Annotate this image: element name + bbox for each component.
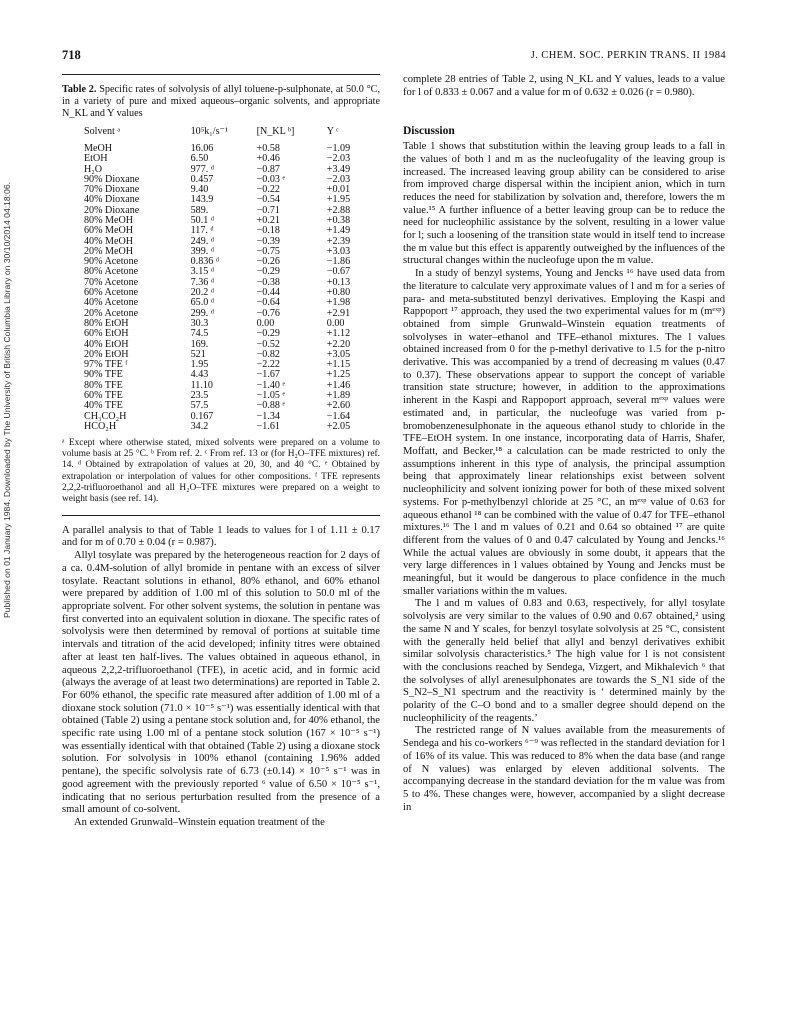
right-column	[403, 74, 725, 814]
cell-y: −0.67	[326, 266, 351, 278]
left-column	[62, 74, 380, 830]
table-caption-text: Specific rates of solvolysis of allyl toluene-p-sulphonate, at 50.0 °C, in a variety of pure and mixed aqueous–organic solvents, and appropriate N_KL and Y values	[62, 84, 381, 120]
cell-solvent: 60% MeOH	[84, 225, 134, 237]
cell-rate: 9.40	[190, 184, 209, 196]
cell-solvent: 20% EtOH	[84, 348, 129, 360]
col-header-y: Y ᶜ	[326, 125, 339, 137]
cell-y: −1.64	[326, 410, 351, 422]
cell-rate: 0.457	[190, 173, 214, 185]
cell-y: +1.89	[326, 390, 351, 402]
cell-solvent: 40% TFE	[84, 400, 123, 412]
cell-y: +2.88	[326, 204, 351, 216]
cell-nkl: −1.61	[256, 420, 280, 432]
cell-rate: 23.5	[190, 390, 209, 402]
left-paragraph-3: An extended Grunwald–Winstein equation treatment of the	[74, 816, 325, 828]
cell-nkl: −0.52	[256, 338, 280, 350]
cell-rate: 30.3	[190, 317, 209, 329]
cell-nkl: −0.29	[256, 328, 280, 340]
cell-y: −2.03	[326, 173, 351, 185]
table-row	[80, 154, 380, 164]
left-paragraph-2: Allyl tosylate was prepared by the heterogeneous reaction for 2 days of a ca. 0.4M-solution of allyl bromide in pentane with an excess of silver tosylate. Reactant solutions in ethanol, 80% ethanol, and 60% ethanol were prepared by addition of 1.00 ml of this solution to 50.0 ml of the appropriate solvent. For other solvent systems, the solution in pentane was first converted into an equivalent solution in dioxane. The specific rates of solvolysis were then determined by removal of portions at suitable time intervals and titration of the acid developed; infinity titres were obtained after at least ten half-lives. The values obtained in aqueous ethanol, in aqueous 2,2,2-trifluoroethanol (TFE), in acetic acid, and in formic acid (always the average of at least two determinations) are reported in Table 2. For 60% ethanol, the specific rate measured after addition of 1.00 ml of a dioxane stock solution (71.0 × 10⁻⁵ s⁻¹) was essentially identical with that obtained (Table 2) using a pentane stock solution and, for 40% ethanol, the specific rate using 1.00 ml of a pentane stock solution (167 × 10⁻⁵ s⁻¹) was essentially identical with that obtained (Table 2) using a dioxane stock solution. For solvolysis in 100% ethanol (containing 1.96% added pentane), the specific solvolysis rate of 6.73 (±0.14) × 10⁻⁵ s⁻¹ was in good agreement with the previously reported ⁶ value of 6.50 × 10⁻⁵ s⁻¹, indicating that no serious perturbation resulted from the presence of a small amount of co-solvent.	[62, 550, 380, 816]
cell-y: −2.03	[326, 153, 351, 165]
cell-rate: 521	[190, 348, 206, 360]
cell-nkl: −0.29	[256, 266, 280, 278]
cell-y: +1.12	[326, 328, 351, 340]
cell-y: +2.20	[326, 338, 351, 350]
cell-rate: 57.5	[190, 400, 209, 412]
cell-solvent: 70% Dioxane	[84, 184, 140, 196]
col-header-solvent: Solvent ᵃ	[84, 125, 121, 137]
cell-rate: 299. ᵈ	[190, 307, 214, 319]
cell-rate: 7.36 ᵈ	[190, 276, 214, 288]
cell-nkl: −1.34	[256, 410, 280, 422]
cell-rate: 143.9	[190, 194, 214, 206]
cell-solvent: 40% Acetone	[84, 297, 139, 309]
table-bottom-rule	[62, 515, 380, 516]
cell-rate: 74.5	[190, 328, 209, 340]
cell-solvent: 40% MeOH	[84, 235, 134, 247]
cell-solvent: 90% Dioxane	[84, 173, 140, 185]
cell-solvent: 20% Acetone	[84, 307, 139, 319]
cell-solvent: CH₃CO₂H	[84, 410, 127, 422]
table-header-row	[80, 127, 380, 144]
cell-nkl: −0.03 ᵉ	[256, 173, 286, 185]
cell-nkl: 0.00	[256, 317, 275, 329]
cell-rate: 11.10	[190, 379, 213, 391]
table-caption	[62, 84, 380, 121]
table-footnote: ᵃ Except where otherwise stated, mixed solvents were prepared on a volume to volume basis at 25 °C. ᵇ From ref. 2. ᶜ From ref. 13 or (for H₂O–TFE mixtures) ref. 14. ᵈ Obtained by extrapolation of values at 20, 30, and 40 °C. ᵉ Obtained by extrapolation or interpolation of values for other compositions. ᶠ TFE represents 2,2,2-trifluoroethanol and all H₂O–TFE mixtures were prepared on a weight to weight basis (see ref. 14).	[62, 438, 380, 504]
cell-rate: 977. ᵈ	[190, 163, 214, 175]
cell-nkl: −0.44	[256, 287, 280, 299]
cell-rate: 3.15 ᵈ	[190, 266, 214, 278]
table-caption-label: Table 2.	[62, 84, 97, 95]
running-head: J. CHEM. SOC. PERKIN TRANS. II 1984	[530, 50, 726, 61]
cell-y: +3.03	[326, 245, 351, 257]
cell-y: +2.91	[326, 307, 351, 319]
left-paragraph-1: A parallel analysis to that of Table 1 leads to values for l of 1.11 ± 0.17 and for m of 0.70 ± 0.04 (r = 0.987).	[62, 524, 380, 549]
cell-solvent: HCO₂H	[84, 420, 117, 432]
cell-nkl: −0.71	[256, 204, 280, 216]
table-row	[80, 329, 380, 339]
cell-y: +3.05	[326, 348, 351, 360]
cell-y: +3.49	[326, 163, 351, 175]
cell-nkl: −0.88 ᵉ	[256, 400, 286, 412]
cell-solvent: 60% TFE	[84, 390, 123, 402]
cell-nkl: −1.05 ᵉ	[256, 390, 286, 402]
download-notice	[0, 80, 14, 720]
cell-solvent: 90% Acetone	[84, 256, 139, 268]
cell-rate: 0.167	[190, 410, 214, 422]
rate-table	[80, 127, 380, 433]
cell-solvent: EtOH	[84, 153, 108, 165]
cell-nkl: −0.82	[256, 348, 280, 360]
discussion-paragraph-4: The restricted range of N values available from the measurements of Sendega and his co-workers ⁶⁻⁹ was reflected in the standard deviation for l of 16% of its value. This was reduced to 8% when the data base (and range of N values) was enlarged by eleven additional solvents. The accompanying decrease in the standard deviation for the m value was from 5 to 4%. These changes were, however, accompanied by a slight decrease in	[403, 725, 725, 813]
cell-nkl: +0.21	[256, 214, 280, 226]
cell-rate: 34.2	[190, 420, 209, 432]
cell-nkl: −0.54	[256, 194, 280, 206]
cell-solvent: 40% EtOH	[84, 338, 129, 350]
cell-y: +1.95	[326, 194, 351, 206]
cell-nkl: −1.67	[256, 369, 280, 381]
cell-rate: 20.2 ᵈ	[190, 287, 214, 299]
col-header-nkl: [N_KL ᵇ]	[256, 125, 295, 137]
cell-nkl: −0.38	[256, 276, 280, 288]
cell-rate: 169.	[190, 338, 209, 350]
cell-nkl: −0.87	[256, 163, 280, 175]
cell-solvent: 40% Dioxane	[84, 194, 140, 206]
cell-y: +0.01	[326, 184, 351, 196]
discussion-paragraph-3: The l and m values of 0.83 and 0.63, respectively, for allyl tosylate solvolysis are very similar to the values of 0.90 and 0.67 obtained,² using the same N and Y scales, for benzyl tosylate solvolysis at 25 °C, consistent with the generally held belief that allyl and benzyl derivatives exhibit similar solvolysis characteristics.⁵ The high value for l is not consistent with the conclusions reached by Sendega, Vizgert, and Mikhalevich ⁶ that the solvolyses of allyl arenesulphonates are towards the S_N1 side of the S_N2–S_N1 spectrum and the reactivity is ‘ determined mainly by the polarity of the C–O bond and to a smaller degree should depend on the nucleophilicity of the reagents.’	[403, 598, 725, 724]
cell-solvent: 60% EtOH	[84, 328, 129, 340]
cell-y: +1.15	[326, 359, 351, 371]
cell-nkl: +0.46	[256, 153, 280, 165]
cell-y: −1.86	[326, 256, 351, 268]
cell-rate: 4.43	[190, 369, 209, 381]
cell-nkl: −0.26	[256, 256, 280, 268]
cell-nkl: −0.76	[256, 307, 280, 319]
cell-y: +0.13	[326, 276, 351, 288]
cell-nkl: −0.75	[256, 245, 280, 257]
cell-solvent: MeOH	[84, 142, 113, 154]
download-notice-text: Published on 01 January 1984. Downloaded by The University of British Columbia Library on 30/10/2014 04:18:06.	[2, 181, 12, 619]
table-row	[80, 422, 380, 432]
cell-nkl: −0.39	[256, 235, 280, 247]
cell-solvent: 97% TFE ᶠ	[84, 359, 128, 371]
cell-rate: 589.	[190, 204, 209, 216]
cell-solvent: 20% MeOH	[84, 245, 134, 257]
table-top-rule	[62, 74, 380, 75]
cell-y: +2.39	[326, 235, 351, 247]
cell-rate: 16.06	[190, 142, 214, 154]
cell-solvent: 60% Acetone	[84, 287, 139, 299]
cell-solvent: 20% Dioxane	[84, 204, 140, 216]
cell-rate: 50.1 ᵈ	[190, 214, 214, 226]
right-intro-paragraph: complete 28 entries of Table 2, using N_KL and Y values, leads to a value for l of 0.833 ± 0.067 and a value for m of 0.632 ± 0.026 (r = 0.980).	[403, 74, 725, 98]
discussion-paragraph-2: In a study of benzyl systems, Young and Jencks ¹⁶ have used data from the literature to calculate very approximate values of l and m for a series of para- and meta-substituted benzyl derivatives. Employing the Kaspi and Rappoport ¹⁷ approach, they used the two experimental values for m (mᵉˣᵖ) obtained from simple Grunwald–Winstein equation treatments of solvolyses in water–ethanol and TFE–ethanol mixtures. The l values obtained increased from 0 for the p-methyl derivative to 1.5 for the p-nitro derivative. This was accompanied by a trend of decreasing m values (0.47 to 0.37). These observations appear to support the concept of variable transition state structure; however, in addition to the approximations inherent in the Kaspi and Rappoport approach, several mᵉˣᵖ values were estimated and, in particular, the nucleofuge was varied from p-bromobenzenesulphonate in the aqueous ethanol study to chloride in the TFE–EtOH system. In one instance, incorporating data of Harris, Shafer, Moffatt, and Becker,¹⁸ a calculation can be made restricted to only the assumptions inherent in this type of analysis, the principal assumption being that approximately linear relationships exist between solvent nucleophilicity and solvent ionizing power for both of these mixed solvent systems. For p-methylbenzyl chloride at 25 °C, an mᵉˣᵖ value of 0.63 for aqueous ethanol ¹⁸ can be combined with the value of 0.47 for TFE–ethanol mixtures.¹⁶ The l and m values of 0.21 and 0.64 so obtained ¹⁷ are quite different from the values of 0 and 0.47 calculated by Young and Jencks.¹⁶ While the actual values are obviously in some doubt, it appears that the very large differences in l values obtained by Young and Jencks must be meaningful, but it would be dangerous to place confidence in the much smaller variations within the m values.	[403, 268, 725, 597]
cell-y: 0.00	[326, 317, 345, 329]
cell-solvent: 90% TFE	[84, 369, 123, 381]
cell-y: +1.98	[326, 297, 351, 309]
cell-solvent: 80% EtOH	[84, 317, 129, 329]
table-body	[80, 144, 380, 432]
cell-y: +1.46	[326, 379, 351, 391]
cell-nkl: +0.58	[256, 142, 280, 154]
cell-rate: 249. ᵈ	[190, 235, 214, 247]
cell-solvent: 70% Acetone	[84, 276, 139, 288]
cell-rate: 117. ᵈ	[190, 225, 214, 237]
cell-solvent: 80% TFE	[84, 379, 123, 391]
col-header-rate: 10⁵k₁/s⁻¹	[190, 125, 228, 137]
cell-solvent: 80% MeOH	[84, 214, 134, 226]
cell-rate: 65.0 ᵈ	[190, 297, 214, 309]
cell-y: +1.25	[326, 369, 351, 381]
cell-y: +0.38	[326, 214, 351, 226]
cell-y: +2.05	[326, 420, 351, 432]
cell-solvent: H₂O	[84, 163, 103, 175]
cell-y: +1.49	[326, 225, 351, 237]
cell-y: +0.80	[326, 287, 351, 299]
cell-nkl: −1.40 ᵉ	[256, 379, 286, 391]
cell-rate: 399. ᵈ	[190, 245, 214, 257]
cell-nkl: −2.22	[256, 359, 280, 371]
cell-y: −1.09	[326, 142, 351, 154]
cell-rate: 1.95	[190, 359, 209, 371]
cell-nkl: −0.22	[256, 184, 280, 196]
cell-nkl: −0.18	[256, 225, 280, 237]
cell-solvent: 80% Acetone	[84, 266, 139, 278]
discussion-heading: Discussion	[403, 125, 455, 138]
cell-y: +2.60	[326, 400, 351, 412]
cell-rate: 0.836 ᵈ	[190, 256, 219, 268]
cell-rate: 6.50	[190, 153, 209, 165]
page-number: 718	[62, 48, 81, 62]
discussion-paragraph-1: Table 1 shows that substitution within the leaving group leads to a fall in the values of both l and m as the nucleofugality of the leaving group is increased. The increased leaving group ability can be considered to arise from improved charge dispersal within the incipient anion, which in turn reduces the need for stabilization by solvation and, therefore, lowers the m value.¹⁵ A further influence of a better leaving group can be to reduce the need for nucleophilic assistance by the solvent, resulting in a lower value for l; such a loosening of the transition state would in itself tend to increase the m value but this effect is apparently outweighed by the influences of the structural changes within the nucleofuge upon the m value.	[403, 141, 725, 267]
cell-nkl: −0.64	[256, 297, 280, 309]
